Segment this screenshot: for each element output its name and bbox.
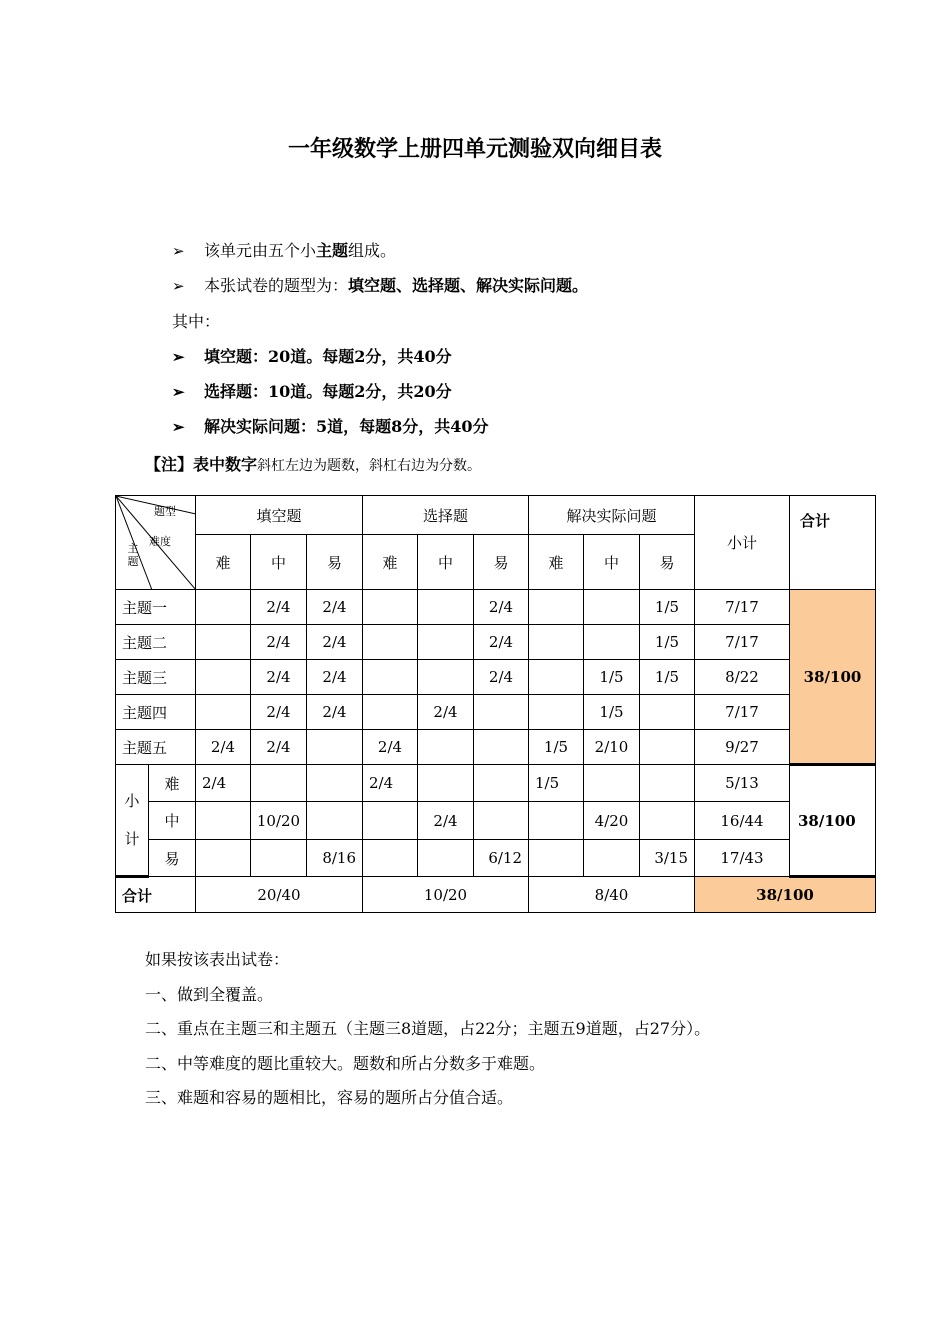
note-line: 【注】表中数字斜杠左边为题数，斜杠右边为分数。 bbox=[145, 455, 482, 474]
conclusion-4: 三、难题和容易的题相比，容易的题所占分值合适。 bbox=[145, 1088, 514, 1107]
table-row: 主题五 2/4 2/4 2/4 1/5 2/10 9/27 bbox=[116, 730, 876, 765]
intro-line-2: ➢ 本张试卷的题型为：填空题、选择题、解决实际问题。 bbox=[172, 276, 589, 295]
conclusion-3: 二、中等难度的题比重较大。题数和所占分数多于难题。 bbox=[145, 1054, 546, 1073]
bullet-icon: ➢ bbox=[172, 383, 185, 401]
group-header-fill: 填空题 bbox=[196, 496, 363, 535]
table-row: 中 10/20 2/4 4/20 16/44 bbox=[116, 802, 876, 840]
detail-table bbox=[115, 495, 876, 913]
group-header-solve: 解决实际问题 bbox=[529, 496, 695, 535]
conclusion-intro: 如果按该表出试卷： bbox=[145, 950, 290, 969]
table-row: 主题三 2/4 2/4 2/4 1/5 1/5 8/22 bbox=[116, 660, 876, 695]
subtotal-header: 小计 bbox=[695, 496, 790, 590]
intro-line-3: 其中： bbox=[172, 312, 221, 331]
table-row: 主题四 2/4 2/4 2/4 1/5 7/17 bbox=[116, 695, 876, 730]
table-row: 易 8/16 6/12 3/15 17/43 bbox=[116, 840, 876, 877]
table-row: 主题一 2/4 2/4 2/4 1/5 7/17 38/100 bbox=[116, 590, 876, 625]
sum-row: 合计 20/40 10/20 8/40 38/100 bbox=[116, 877, 876, 913]
sum-label: 合计 bbox=[116, 877, 196, 913]
table-row: 小 计 难 2/4 2/4 1/5 5/13 38/100 bbox=[116, 765, 876, 802]
page-title: 一年级数学上册四单元测验双向细目表 bbox=[287, 137, 662, 162]
corner-topic-label: 主题 bbox=[127, 542, 139, 568]
intro-line-1: ➢ 该单元由五个小主题组成。 bbox=[172, 241, 397, 260]
corner-cell bbox=[116, 496, 196, 590]
intro-line-6: ➢ 解决实际问题：5道，每题8分，共40分 bbox=[172, 417, 489, 436]
subtotal-label-cell: 小 计 bbox=[116, 765, 149, 877]
conclusion-1: 一、做到全覆盖。 bbox=[145, 985, 274, 1004]
group-header-choice: 选择题 bbox=[363, 496, 529, 535]
total-header: 合计 bbox=[790, 496, 876, 590]
corner-type-label: 题型 bbox=[154, 505, 176, 518]
corner-level-label: 难度 bbox=[149, 535, 171, 548]
level-header-row: 难 中 易 难 中 易 难 中 易 bbox=[116, 535, 876, 590]
bullet-icon: ➢ bbox=[172, 277, 185, 295]
topic-total-cell: 38/100 bbox=[790, 590, 876, 765]
sum-total-cell: 38/100 bbox=[695, 877, 876, 913]
conclusion-2: 二、重点在主题三和主题五（主题三8道题，占22分；主题五9道题，占27分）。 bbox=[145, 1019, 711, 1038]
bullet-icon: ➢ bbox=[172, 242, 185, 260]
level-total-cell: 38/100 bbox=[790, 765, 876, 877]
bullet-icon: ➢ bbox=[172, 348, 185, 366]
intro-line-4: ➢ 填空题：20道。每题2分，共40分 bbox=[172, 347, 452, 366]
table-row: 主题二 2/4 2/4 2/4 1/5 7/17 bbox=[116, 625, 876, 660]
bullet-icon: ➢ bbox=[172, 418, 185, 436]
intro-line-5: ➢ 选择题：10道。每题2分，共20分 bbox=[172, 382, 452, 401]
